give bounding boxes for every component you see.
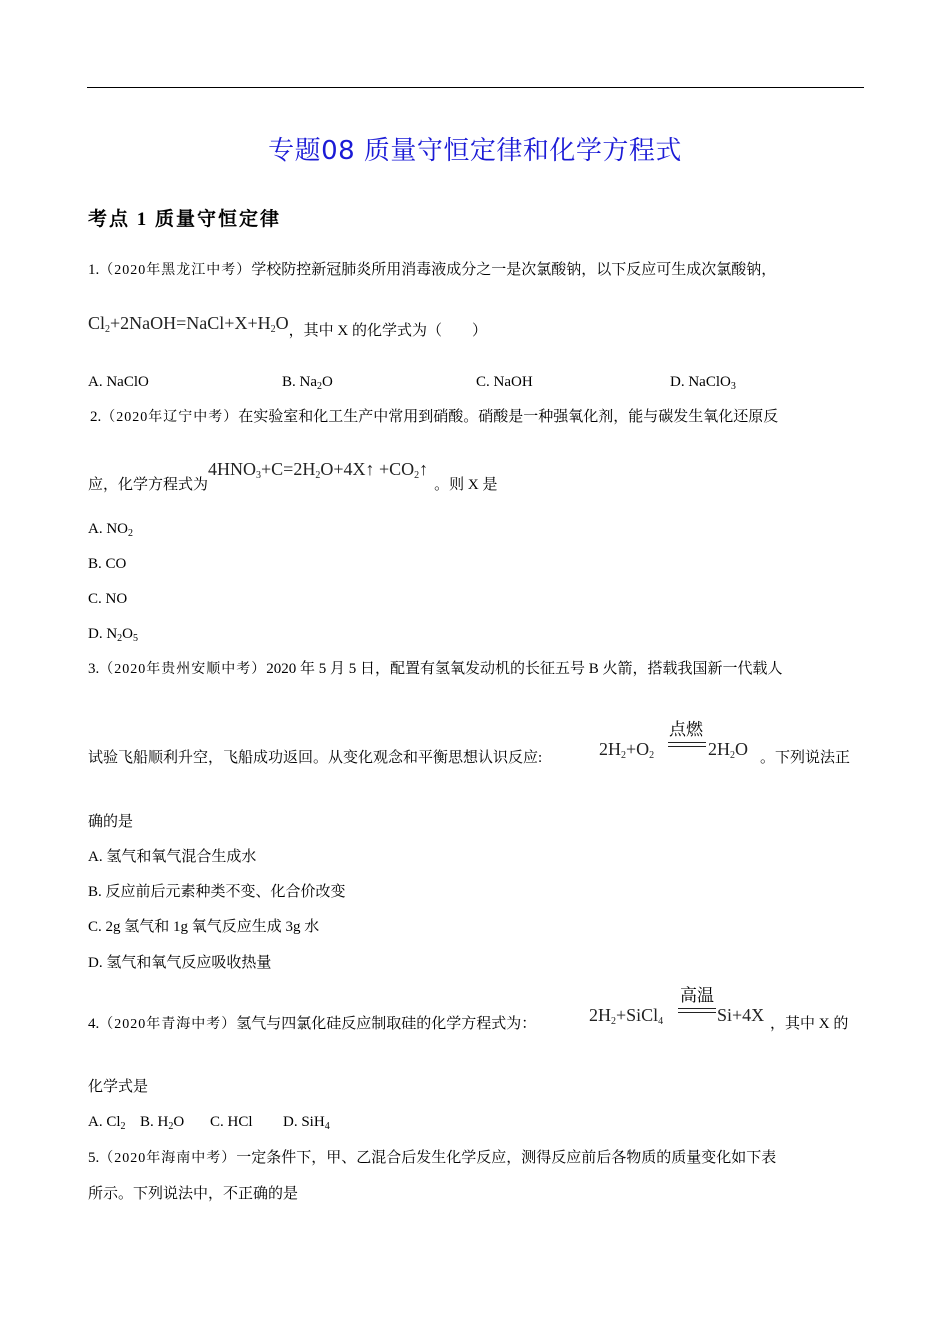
q3-source: （2020年贵州安顺中考） [99,662,267,677]
q1-text-2: ，其中 X 的化学式为（ ） [288,323,487,339]
q4-number: 4. [88,1016,100,1032]
q5-stem [88,1151,776,1166]
q2-equation-line [88,459,498,493]
section-heading: 考点 1 质量守恒定律 [88,209,282,230]
q4-equation-reactants: $2H_2+SiCl_4$ [589,1005,664,1027]
q1-option-b[interactable]: B. $Na_2O$ [282,374,333,392]
q2-source: （2020年辽宁中考） [101,410,239,425]
q4-option-d[interactable]: D. SiH$_4$ [283,1114,330,1132]
q3-equation-products: $2H_2O$ [708,739,748,761]
q5-number: 5. [88,1150,100,1166]
q2-text-3: 。则 X 是 [434,477,498,493]
q2-text-2: 应，化学方程式为 [88,477,209,493]
q1-number: 1. [88,262,100,278]
q2-number: 2. [90,409,102,425]
q3-text-4: 确的是 [88,814,134,830]
header-rule [87,87,864,88]
q4-option-b[interactable]: B. $H_2O$ [140,1114,185,1132]
q2-option-b[interactable]: B. CO [88,556,127,572]
q3-equals-sign [668,742,706,747]
q1-option-a[interactable]: A. NaClO [88,374,149,390]
q4-stem [88,1017,536,1032]
q1-option-c[interactable]: C. NaOH [476,374,533,390]
q1-source: （2020年黑龙江中考） [99,263,252,278]
q1-text: 学校防控新冠肺炎所用消毒液成分之一是次氯酸钠，以下反应可生成次氯酸钠， [251,262,777,278]
q1-stem [88,263,776,278]
q4-condition: 高温 [680,986,714,1005]
q1-option-d[interactable]: D. NaClO$_3$ [670,374,736,392]
q5-source: （2020年海南中考） [99,1151,237,1166]
q3-option-c[interactable]: C. 2g 氢气和 1g 氧气反应生成 3g 水 [88,919,320,935]
q3-text: 2020 年 5 月 5 日，配置有氢氧发动机的长征五号 B 火箭，搭载我国新一代载人 [266,661,783,677]
q3-option-b[interactable]: B. 反应前后元素种类不变、化合价改变 [88,884,346,900]
q1-equation-line [88,313,487,339]
q3-text-3: 。下列说法正 [760,750,851,766]
q2-option-a[interactable]: A. $NO_2$ [88,521,133,539]
q5-text-2: 所示。下列说法中，不正确的是 [88,1186,299,1202]
q3-text-2: 试验飞船顺利升空，飞船成功返回。从变化观念和平衡思想认识反应: [88,750,543,766]
q4-source: （2020年青海中考） [99,1017,237,1032]
q4-option-c[interactable]: C. HCl [210,1114,253,1130]
q2-equation: $4HNO_3+C=2H_2O+4X↑$ $+CO_2↑$ [208,459,429,481]
q1-equation: $Cl_2+2NaOH=NaCl+X+H_2O$ [88,313,289,335]
q4-equals-sign [678,1008,716,1013]
q3-equation-reactants: $2H_2+O_2$ [599,739,655,761]
q4-text: 氢气与四氯化硅反应制取硅的化学方程式为： [236,1016,537,1032]
q4-equation-products: Si+4X [717,1005,765,1025]
q2-stem [90,410,778,425]
q3-number: 3. [88,661,100,677]
q3-option-a[interactable]: A. 氢气和氧气混合生成水 [88,849,257,865]
page-title: 专题08 质量守恒定律和化学方程式 [268,136,682,166]
q5-text: 一定条件下，甲、乙混合后发生化学反应，测得反应前后各物质的质量变化如下表 [236,1150,777,1166]
q4-text-2: ，其中 X 的 [770,1016,849,1032]
q2-text: 在实验室和化工生产中常用到硝酸。硝酸是一种强氧化剂，能与碳发生氧化还原反 [238,409,779,425]
q2-option-c[interactable]: C. NO [88,591,128,607]
q4-option-a[interactable]: A. $Cl_2$ [88,1114,126,1132]
q4-text-3: 化学式是 [88,1079,149,1095]
q3-condition: 点燃 [669,720,703,739]
q3-option-d[interactable]: D. 氢气和氧气反应吸收热量 [88,955,272,971]
q3-stem [88,662,783,677]
q2-option-d[interactable]: D. $N_2O_5$ [88,626,139,644]
